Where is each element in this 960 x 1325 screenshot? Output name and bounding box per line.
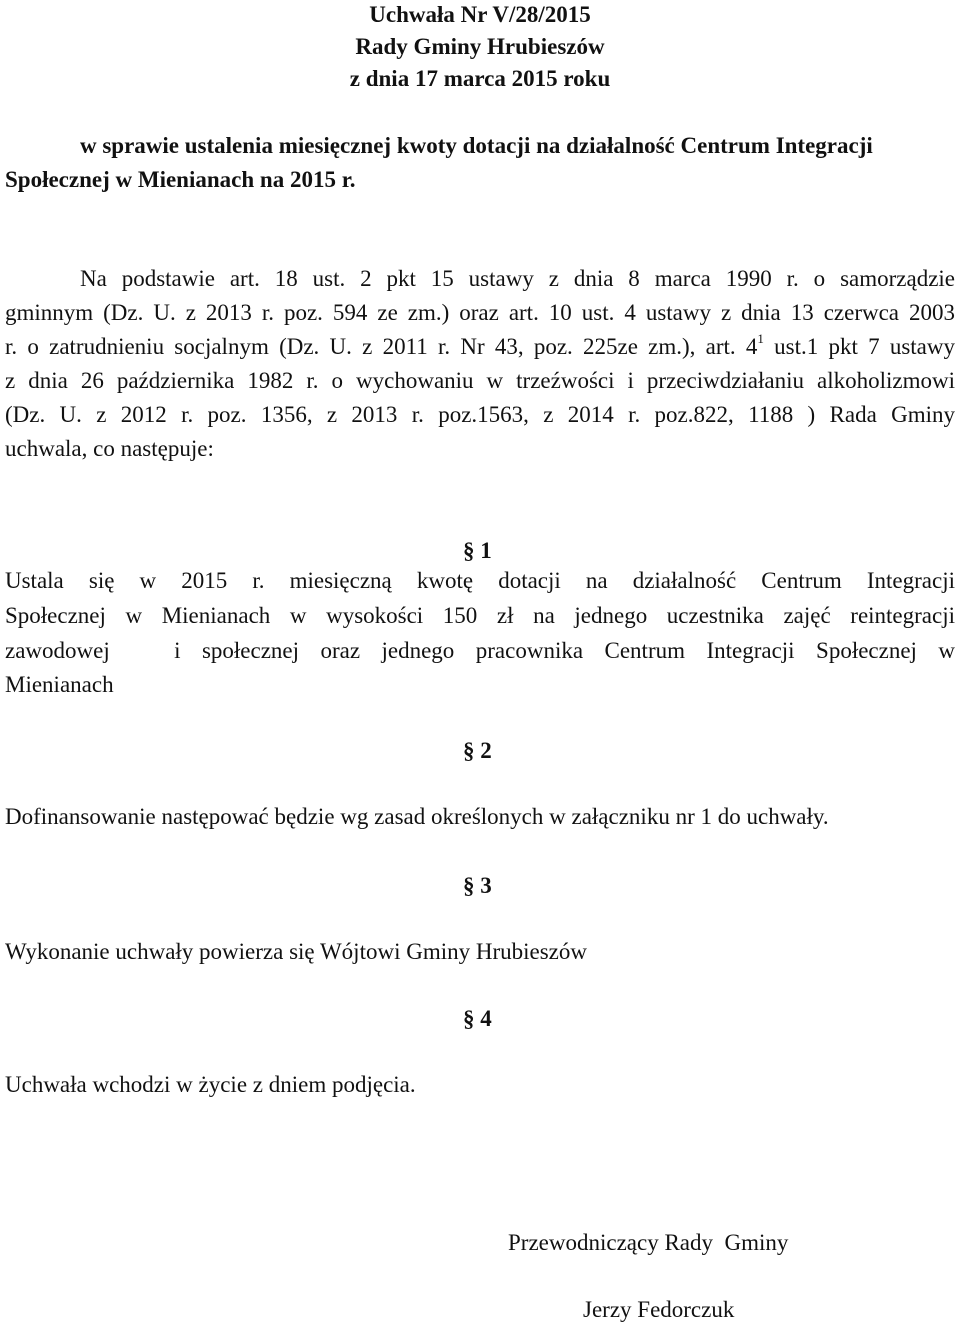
- section-2-symbol: § 2: [463, 738, 492, 763]
- signature-name: Jerzy Fedorczuk: [583, 1297, 735, 1322]
- resolution-title: Uchwała Nr V/28/2015: [369, 2, 591, 27]
- section-3-symbol: § 3: [463, 873, 492, 898]
- signature-role: Przewodniczący Rady Gminy: [508, 1230, 789, 1255]
- section-1-line-2: Społecznej w Mienianach w wysokości 150 zł na jednego uczestnika zajęć reintegracji: [5, 603, 955, 628]
- resolution-date: z dnia 17 marca 2015 roku: [349, 66, 611, 91]
- section-1-line-4: Mienianach: [5, 672, 114, 697]
- preamble-line-6: uchwala, co następuje:: [5, 436, 214, 461]
- section-4-line-1: Uchwała wchodzi w życie z dniem podjęcia.: [5, 1072, 416, 1097]
- section-1-symbol: § 1: [463, 538, 492, 563]
- section-1-line-1: Ustala się w 2015 r. miesięczną kwotę dotacji na działalność Centrum Integracji: [5, 568, 955, 593]
- preamble-line-5: (Dz. U. z 2012 r. poz. 1356, z 2013 r. poz.1563, z 2014 r. poz.822, 1188 ) Rada Gminy: [5, 402, 955, 427]
- preamble-line-2: gminnym (Dz. U. z 2013 r. poz. 594 ze zm.) oraz art. 10 ust. 4 ustawy z dnia 13 czerwca 2003: [5, 300, 955, 325]
- resolution-issuer: Rady Gminy Hrubieszów: [355, 34, 605, 59]
- preamble-line-1: Na podstawie art. 18 ust. 2 pkt 15 ustawy z dnia 8 marca 1990 r. o samorządzie: [80, 266, 955, 291]
- subject-line-1: w sprawie ustalenia miesięcznej kwoty dotacji na działalność Centrum Integracji: [80, 133, 873, 158]
- section-2-line-1: Dofinansowanie następować będzie wg zasad określonych w załączniku nr 1 do uchwały.: [5, 804, 829, 829]
- subject-line-2: Społecznej w Mienianach na 2015 r.: [5, 167, 356, 192]
- superscript-1: 1: [757, 331, 764, 347]
- section-4-symbol: § 4: [463, 1006, 492, 1031]
- section-1-line-3: zawodowej i społecznej oraz jednego pracownika Centrum Integracji Społecznej w: [5, 638, 955, 663]
- section-3-line-1: Wykonanie uchwały powierza się Wójtowi Gminy Hrubieszów: [5, 939, 587, 964]
- preamble-line-4: z dnia 26 października 1982 r. o wychowaniu w trzeźwości i przeciwdziałaniu alkoholizmowi: [5, 368, 955, 393]
- preamble-line-3: r. o zatrudnieniu socjalnym (Dz. U. z 2011 r. Nr 43, poz. 225ze zm.), art. $4^1$ ust.1 pkt 7 ustawy: [5, 331, 955, 359]
